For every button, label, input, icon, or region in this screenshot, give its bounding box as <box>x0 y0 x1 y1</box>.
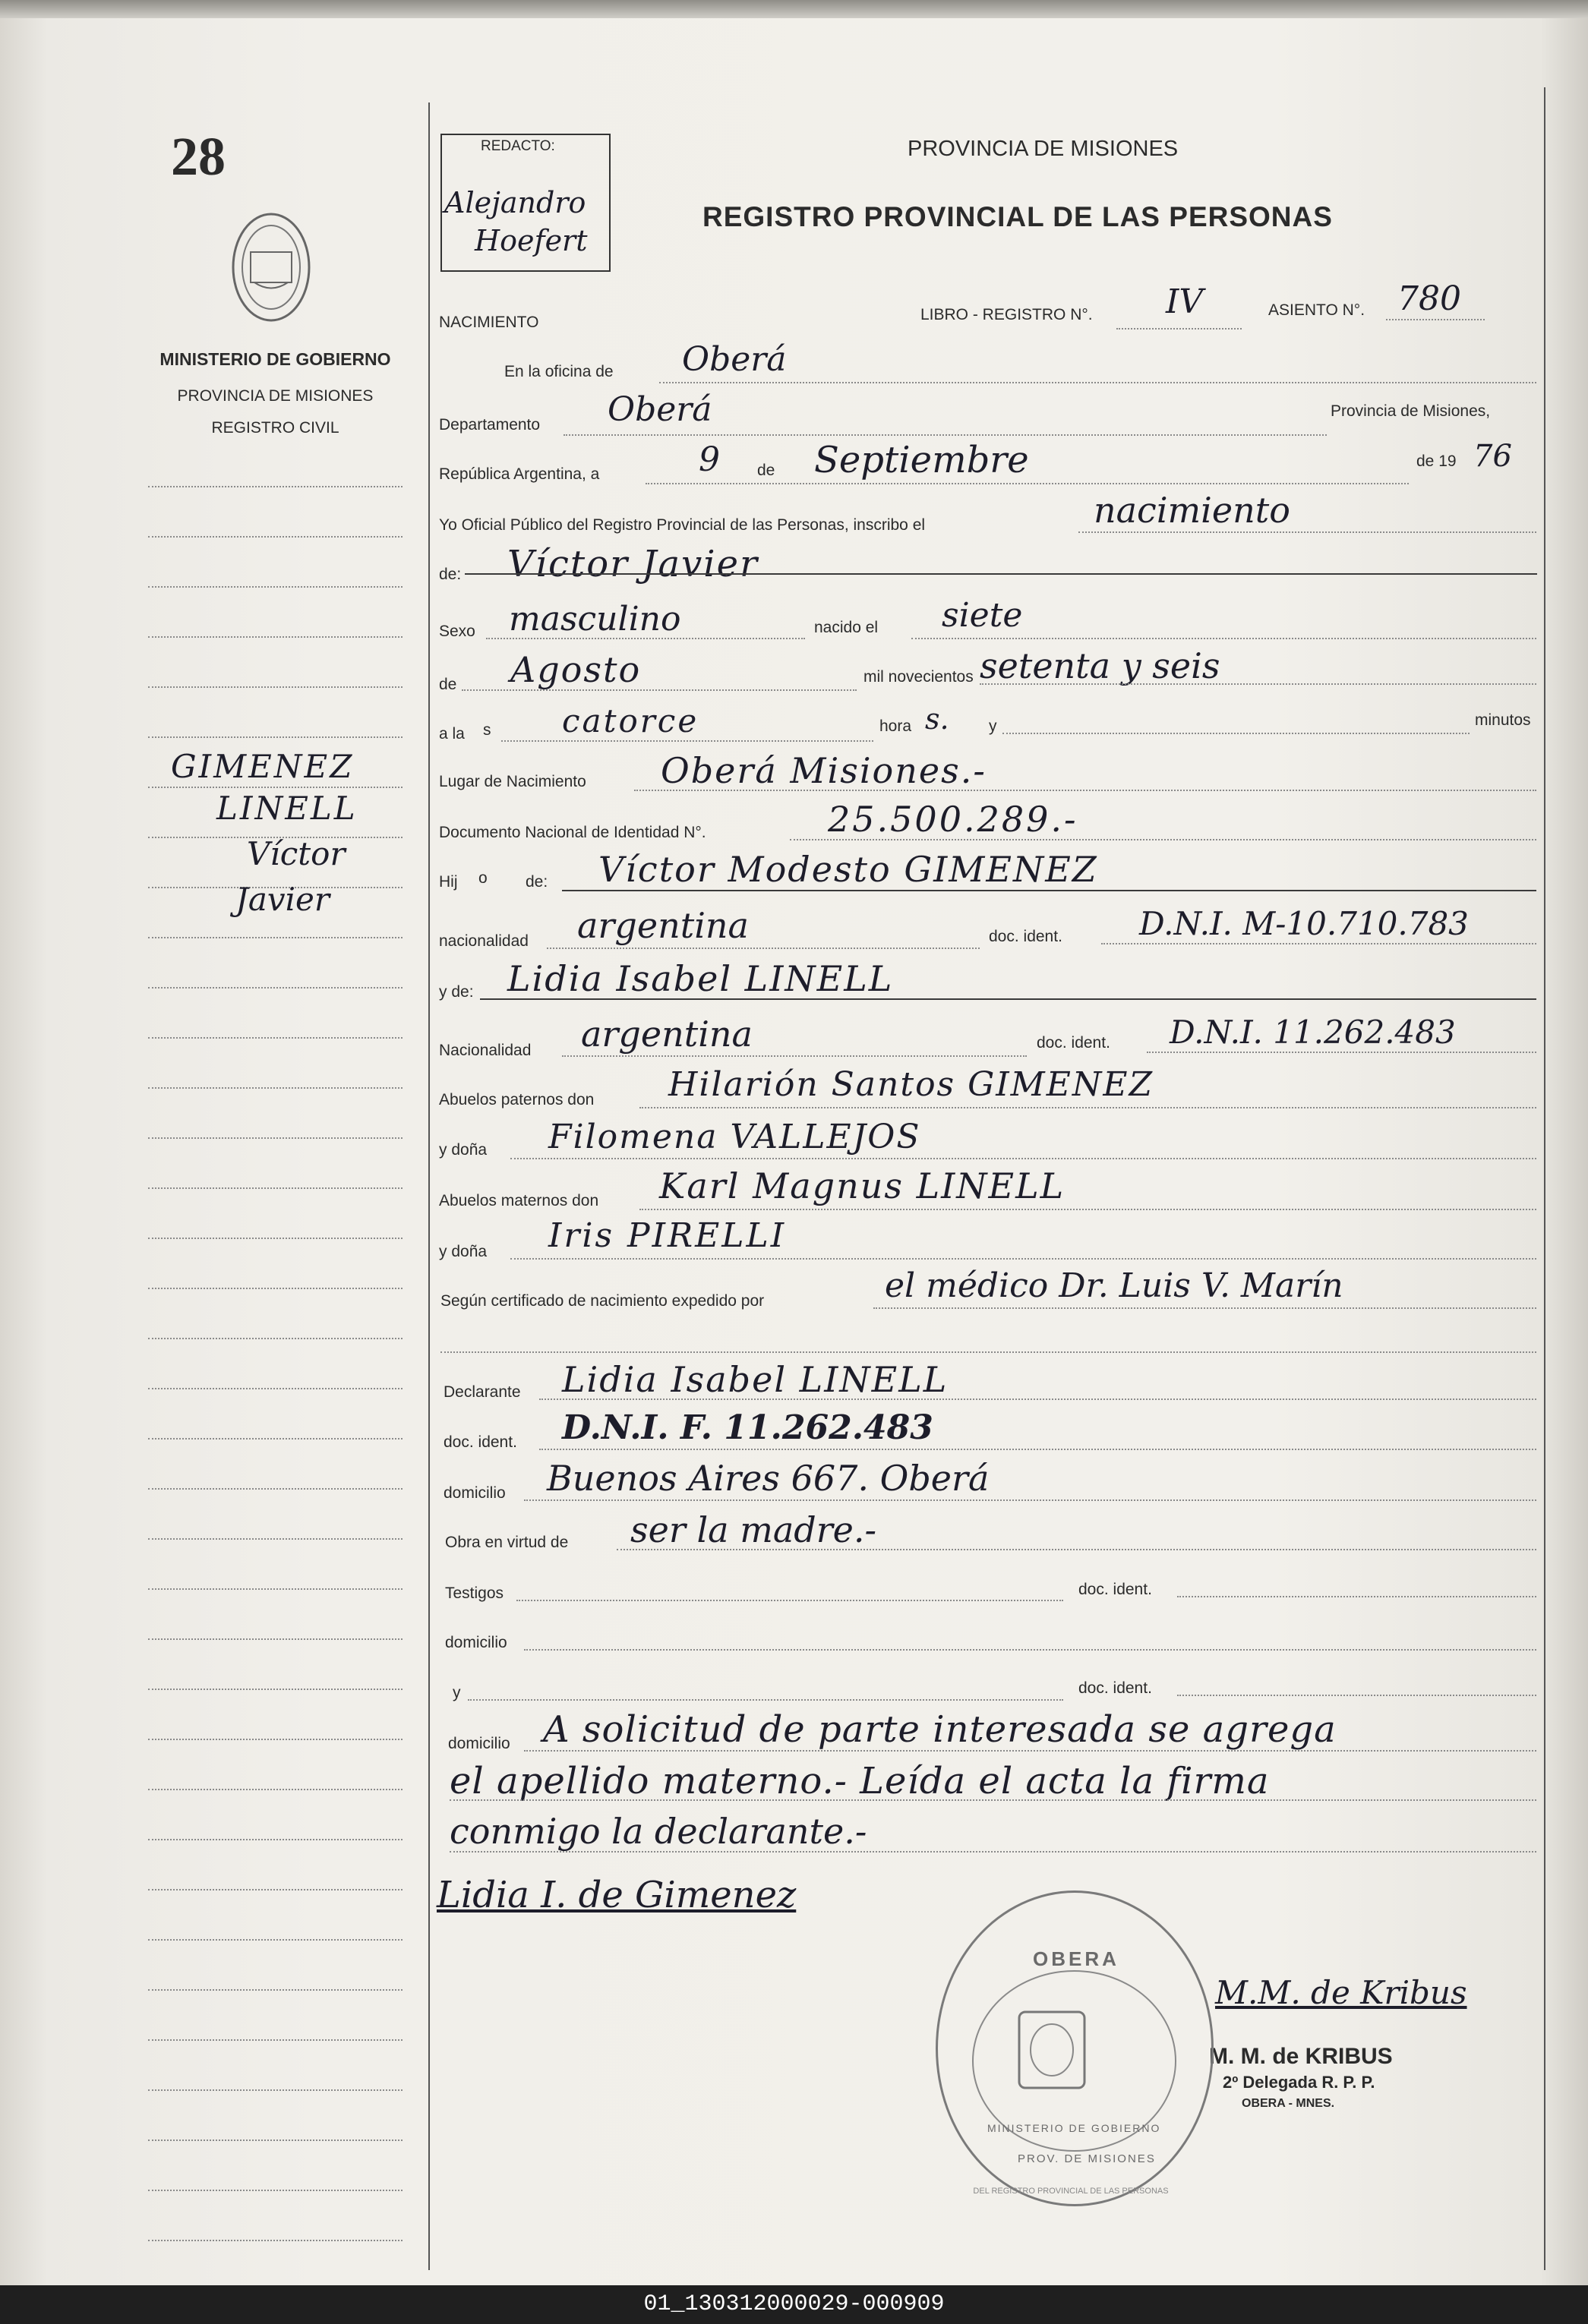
ab-pat-dona-value: Filomena VALLEJOS <box>548 1118 921 1156</box>
mil-label: mil novecientos <box>863 668 974 686</box>
asiento-rule <box>1386 319 1485 320</box>
departamento-value: Oberá <box>608 390 712 429</box>
left-margin-rule <box>148 1989 403 1991</box>
anio-value: 76 <box>1473 439 1512 474</box>
testigos-label: Testigos <box>445 1585 504 1602</box>
left-margin-rule <box>148 736 403 738</box>
ydona-pat-label: y doña <box>439 1141 488 1159</box>
rule-declarante <box>539 1398 1536 1400</box>
document-id-footer: 01_130312000029-000909 <box>0 2285 1588 2324</box>
sexo-label: Sexo <box>439 623 475 640</box>
left-margin-rule <box>148 1689 403 1690</box>
nac-padre-value: argentina <box>577 905 749 946</box>
ydel-label: y de: <box>439 983 474 1001</box>
stamp-bottom: PROV. DE MISIONES <box>1018 2152 1156 2165</box>
rule-republica <box>646 483 1409 484</box>
observacion-3: conmigo la declarante.- <box>450 1811 867 1852</box>
rule-madre <box>480 998 1536 1000</box>
left-margin-rule <box>148 686 403 688</box>
rule-padre <box>562 890 1536 891</box>
coat-of-arms-icon <box>224 207 319 328</box>
left-margin-rule <box>148 1288 403 1289</box>
yo-label: Yo Oficial Público del Registro Provincial de las Personas, inscribo el <box>439 516 926 534</box>
stamp-title: OBERA <box>1033 1947 1119 1970</box>
left-margin-rule <box>148 1187 403 1189</box>
declarante-value: Lidia Isabel LINELL <box>562 1359 949 1400</box>
left-margin-rule <box>148 1338 403 1339</box>
oficial-signature: M.M. de Kribus <box>1215 1974 1467 2011</box>
left-margin-border <box>428 102 430 2270</box>
ydona-mat-label: y doña <box>439 1243 488 1260</box>
doc-padre-value: D.N.I. M-10.710.783 <box>1139 905 1469 942</box>
rule-testigos <box>516 1600 1063 1601</box>
nombre-value: Víctor Javier <box>507 543 759 585</box>
nac-madre-label: Nacionalidad <box>439 1042 532 1059</box>
declarante-signature: Lidia I. de Gimenez <box>437 1874 797 1916</box>
left-margin-rule <box>148 636 403 638</box>
rule-anio2 <box>980 683 1536 685</box>
left-margin-rule <box>148 1638 403 1640</box>
left-margin-rule <box>148 1588 403 1590</box>
left-margin-rule <box>148 1137 403 1139</box>
rule-doc-madre <box>1147 1052 1536 1053</box>
nac-madre-value: argentina <box>581 1014 753 1055</box>
doc-test-label: doc. ident. <box>1078 1581 1152 1598</box>
rule-doc-decl <box>539 1449 1536 1450</box>
madre-value: Lidia Isabel LINELL <box>507 958 894 999</box>
left-margin-rule <box>148 1238 403 1239</box>
obra-label: Obra en virtud de <box>445 1534 569 1551</box>
dia-value: 9 <box>699 440 720 479</box>
rule-doc-test <box>1177 1596 1536 1597</box>
declarante-label: Declarante <box>444 1383 521 1401</box>
rule-oficina <box>659 382 1536 383</box>
hijo-label: Hij <box>439 873 458 891</box>
margin-given-1: Víctor <box>247 835 346 872</box>
oficial-title: 2º Delegada R. P. P. <box>1223 2073 1375 2092</box>
hora-label: hora <box>879 717 912 735</box>
rule-segun <box>873 1307 1536 1309</box>
oficial-name: M. M. de KRIBUS <box>1209 2044 1393 2069</box>
rule-ab-pat <box>639 1107 1536 1108</box>
rule-minutos <box>1002 733 1470 734</box>
rule-lugar <box>634 790 1536 791</box>
oficina-value: Oberá <box>682 340 787 379</box>
rule-doc-padre <box>1101 943 1536 944</box>
hijo-de-label: de: <box>526 873 548 891</box>
minutos-label: minutos <box>1475 711 1531 729</box>
left-margin-rule <box>148 987 403 989</box>
margin-surname-2: LINELL <box>216 790 358 827</box>
left-margin-rule <box>148 2140 403 2141</box>
redacto-name-2: Hoefert <box>475 224 588 257</box>
rule-dom-test <box>524 1649 1536 1651</box>
republica-label: República Argentina, a <box>439 465 600 483</box>
hora-value: s. <box>925 702 949 736</box>
doc-decl-value: D.N.I. F. 11.262.483 <box>562 1408 933 1447</box>
segun-label: Según certificado de nacimiento expedido por <box>440 1292 765 1310</box>
left-margin-rule <box>148 2089 403 2091</box>
left-margin-rule <box>148 1438 403 1439</box>
certificado-value: el médico Dr. Luis V. Marín <box>885 1266 1343 1305</box>
rule-segun-2 <box>440 1351 1536 1353</box>
de-mes-label: de <box>757 462 775 479</box>
dom-test-label: domicilio <box>445 1634 507 1651</box>
page-top-edge <box>0 0 1588 18</box>
mes-value: Septiembre <box>814 439 1029 481</box>
right-margin-border <box>1544 87 1545 2270</box>
stamp-ministry: MINISTERIO DE GOBIERNO <box>987 2122 1161 2134</box>
provincia-label: Provincia de Misiones, <box>1331 402 1491 420</box>
rule-obs-2 <box>450 1799 1536 1801</box>
nacido-anio: setenta y seis <box>980 645 1220 686</box>
ab-mat-label: Abuelos maternos don <box>439 1192 599 1209</box>
asiento-value: 780 <box>1397 279 1461 318</box>
libro-rule <box>1116 328 1242 330</box>
rule-ab-mat-dona <box>510 1258 1536 1260</box>
stamp-emblem-icon <box>1010 2004 1094 2095</box>
rule-sexo <box>486 638 805 639</box>
margin-given-2: Javier <box>235 881 330 918</box>
nac-padre-label: nacionalidad <box>439 932 529 950</box>
obra-value: ser la madre.- <box>630 1509 877 1550</box>
rule-nac-madre <box>562 1055 1027 1057</box>
y-label: y <box>989 717 997 735</box>
left-margin-rule <box>148 2039 403 2041</box>
rule-ab-mat <box>639 1209 1536 1210</box>
left-margin-rule <box>148 1739 403 1740</box>
de-mes2-label: de <box>439 676 457 693</box>
rule-hora <box>501 740 873 742</box>
left-margin-rule <box>148 536 403 538</box>
left-margin-rule <box>148 1388 403 1389</box>
oficina-label: En la oficina de <box>504 363 614 380</box>
acto-value: nacimiento <box>1094 490 1290 531</box>
left-margin-rule <box>148 1939 403 1941</box>
rule-nac-padre <box>547 948 980 949</box>
rule-doc-test2 <box>1177 1695 1536 1696</box>
y2-label: y <box>453 1684 461 1701</box>
oficial-place: OBERA - MNES. <box>1242 2097 1335 2110</box>
hora-text: catorce <box>562 702 699 739</box>
observacion-2: el apellido materno.- Leída el acta la firma <box>450 1760 1270 1802</box>
left-margin-rule <box>148 586 403 588</box>
redacto-label: REDACTO: <box>481 138 555 154</box>
left-margin-rule <box>148 1839 403 1840</box>
nacido-mes: Agosto <box>510 649 642 690</box>
rule-ab-pat-dona <box>510 1158 1536 1159</box>
hijo-suffix: o <box>478 869 488 887</box>
stamp-ring-text: DEL REGISTRO PROVINCIAL DE LAS PERSONAS <box>973 2187 1169 2196</box>
nacido-label: nacido el <box>814 619 879 636</box>
dom2-label: domicilio <box>448 1735 510 1752</box>
rule-acto <box>1078 531 1536 533</box>
padre-value: Víctor Modesto GIMENEZ <box>598 849 1098 890</box>
dni-value: 25.500.289.- <box>828 799 1078 840</box>
left-margin-rule <box>148 1889 403 1890</box>
ab-mat-dona-value: Iris PIRELLI <box>548 1216 787 1255</box>
doc-madre-value: D.N.I. 11.262.483 <box>1170 1014 1456 1051</box>
rule-obs-1 <box>524 1750 1536 1752</box>
hora-prefix: s <box>483 721 491 739</box>
libro-value: IV <box>1166 282 1204 321</box>
rule-departamento <box>564 434 1327 436</box>
dni-label: Documento Nacional de Identidad N°. <box>439 824 706 841</box>
anio-label: de 19 <box>1416 453 1457 470</box>
left-margin-rule <box>148 2190 403 2191</box>
header-title: REGISTRO PROVINCIAL DE LAS PERSONAS <box>702 201 1333 232</box>
doc-padre-label: doc. ident. <box>989 928 1062 945</box>
ab-pat-label: Abuelos paternos don <box>439 1091 595 1108</box>
left-margin-rule <box>148 1488 403 1490</box>
doc-madre-label: doc. ident. <box>1037 1034 1110 1052</box>
departamento-label: Departamento <box>439 416 541 434</box>
sexo-value: masculino <box>509 600 681 639</box>
ministry-registry: REGISTRO CIVIL <box>211 419 339 437</box>
de-nombre-label: de: <box>439 566 462 583</box>
left-margin-rule <box>148 937 403 938</box>
domicilio-value: Buenos Aires 667. Oberá <box>547 1458 990 1499</box>
observacion-1: A solicitud de parte interesada se agrega <box>543 1708 1337 1751</box>
left-margin-rule <box>148 1538 403 1540</box>
redacto-name-1: Alejandro <box>444 186 586 219</box>
lugar-value: Oberá Misiones.- <box>661 750 987 791</box>
domicilio-label: domicilio <box>444 1484 506 1502</box>
rule-obs-3 <box>450 1851 1536 1853</box>
left-margin-rule <box>148 787 403 788</box>
rule-mes2 <box>462 689 857 691</box>
left-margin-rule <box>148 486 403 487</box>
left-margin-rule <box>148 1037 403 1039</box>
rule-nombre <box>465 573 1537 575</box>
libro-label: LIBRO - REGISTRO N°. <box>920 306 1093 323</box>
rule-nacido <box>911 638 1536 639</box>
rule-obra <box>617 1549 1536 1550</box>
left-margin-rule <box>148 1087 403 1089</box>
nacido-dia: siete <box>942 596 1023 635</box>
ala-label: a la <box>439 725 465 743</box>
doc-test2-label: doc. ident. <box>1078 1679 1152 1697</box>
lugar-label: Lugar de Nacimiento <box>439 773 586 790</box>
ministry-title: MINISTERIO DE GOBIERNO <box>159 349 391 369</box>
rule-y2 <box>468 1699 1063 1701</box>
section-label: NACIMIENTO <box>439 314 539 331</box>
margin-surname-1: GIMENEZ <box>171 748 355 785</box>
ministry-province: PROVINCIA DE MISIONES <box>177 387 374 405</box>
doc-decl-label: doc. ident. <box>444 1433 517 1451</box>
asiento-label: ASIENTO N°. <box>1268 301 1365 319</box>
left-margin-rule <box>148 1789 403 1790</box>
left-margin-rule <box>148 2240 403 2241</box>
ab-pat-don-value: Hilarión Santos GIMENEZ <box>668 1065 1154 1104</box>
rule-dni <box>790 839 1536 840</box>
page-number: 28 <box>171 126 226 187</box>
ab-mat-don-value: Karl Magnus LINELL <box>659 1165 1066 1206</box>
header-province: PROVINCIA DE MISIONES <box>908 137 1179 161</box>
rule-domicilio <box>524 1499 1536 1501</box>
